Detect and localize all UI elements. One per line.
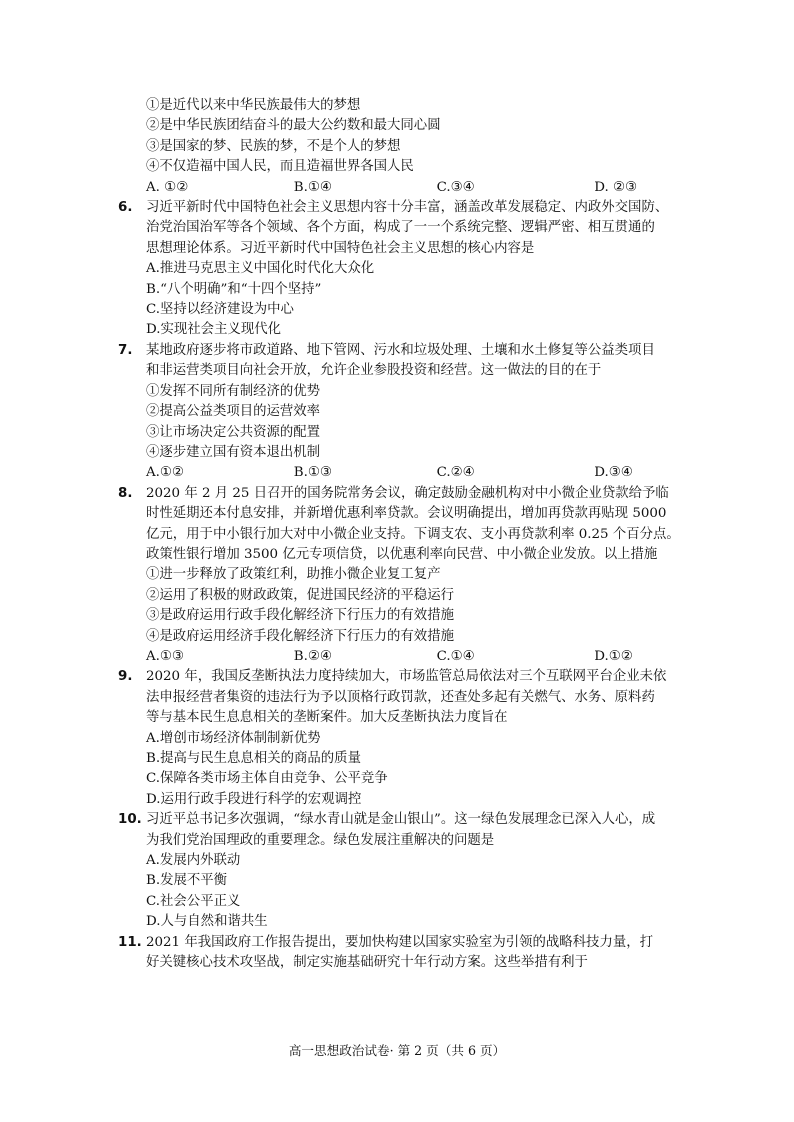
stem-line: 治党治国治军等各个领域、各个方面，构成了一一个系统完整、逻辑严密、相互贯通的: [146, 220, 655, 236]
question-10: [118, 810, 678, 932]
question-stem: [118, 810, 678, 851]
choice-b: B.①④: [293, 179, 332, 195]
stem-line: 亿元，用于中小银行加大对中小微企业支持。下调支农、支小再贷款利率 0.25 个百分点。: [146, 526, 680, 542]
option-c: C.保障各类市场主体自由竞争、公平竞争: [146, 771, 388, 787]
question-content: [118, 96, 678, 973]
stem-line: 政策性银行增加 3500 亿元专项信贷，以优惠利率向民营、中小微企业发放。以上措施: [146, 546, 658, 562]
statement: ③是国家的梦、民族的梦，不是个人的梦想: [146, 138, 401, 154]
choice-c: C.①④: [436, 648, 475, 664]
question-stem: [118, 933, 678, 974]
option-b: B.“八个明确”和“十四个坚持”: [146, 281, 322, 297]
question-9: [118, 667, 678, 810]
question-7: [118, 341, 678, 484]
statement: ①进一步释放了政策红利，助推小微企业复工复产: [146, 567, 441, 583]
choice-a: A.①③: [146, 648, 184, 664]
question-8: [118, 484, 678, 668]
option-a: A.推进马克思主义中国化时代化大众化: [146, 261, 375, 277]
question-6: [118, 198, 678, 341]
option-d: D.运用行政手段进行科学的宏观调控: [146, 791, 362, 807]
statement: ②是中华民族团结奋斗的最大公约数和最大同心圆: [146, 118, 441, 134]
option-c: C.社会公平正义: [146, 893, 241, 909]
stem-line: 时性延期还本付息安排，并新增优惠利率贷款。会议明确提出，增加再贷款再贴现 5000: [146, 506, 667, 522]
choice-d: D. ②③: [594, 179, 638, 195]
choice-a: A.①②: [146, 465, 184, 481]
stem-line: 2020 年，我国反垄断执法力度持续加大，市场监管总局依法对三个互联网平台企业未依: [146, 669, 667, 685]
question-stem: [118, 198, 678, 259]
answer-choices: [118, 647, 678, 667]
question-stem: [118, 341, 678, 382]
choice-b: B.①③: [293, 465, 332, 481]
page-footer: 高一思想政治试卷· 第 2 页（共 6 页）: [288, 1043, 506, 1058]
statement: ④是政府运用经济手段化解经济下行压力的有效措施: [146, 628, 454, 644]
choice-c: C.②④: [436, 465, 475, 481]
statement: ④不仅造福中国人民，而且造福世界各国人民: [146, 159, 414, 175]
choice-c: C.③④: [436, 179, 475, 195]
option-c: C.坚持以经济建设为中心: [146, 302, 294, 318]
stem-line: 习近平新时代中国特色社会主义思想内容十分丰富，涵盖改革发展稳定、内政外交国防、: [146, 200, 669, 216]
choice-d: D.③④: [594, 465, 633, 481]
stem-line: 法申报经营者集资的违法行为予以顶格行政罚款，还查处多起有关燃气、水务、原料药: [146, 689, 655, 705]
answer-choices: [118, 178, 678, 198]
option-a: A.增创市场经济体制制新优势: [146, 730, 321, 746]
stem-line: 思想理论体系。习近平新时代中国特色社会主义思想的核心内容是: [146, 240, 535, 256]
choice-a: A. ①②: [146, 179, 189, 195]
statement: ②提高公益类项目的运营效率: [146, 404, 321, 420]
statement: ①是近代以来中华民族最伟大的梦想: [146, 98, 361, 113]
statement: ④逐步建立国有资本退出机制: [146, 444, 321, 460]
option-b: B.发展不平衡: [146, 873, 228, 889]
question-number: 7.: [118, 342, 133, 358]
stem-line: 和非运营类项目向社会开放，允许企业参股投资和经营。这一做法的目的在于: [146, 363, 602, 379]
question-number: 8.: [118, 485, 133, 501]
statement: ③是政府运用行政手段化解经济下行压力的有效措施: [146, 608, 454, 624]
question-11: [118, 933, 678, 974]
option-d: D.实现社会主义现代化: [146, 322, 282, 338]
stem-line: 2020 年 2 月 25 日召开的国务院常务会议，确定鼓励金融机构对中小微企业贷款给予临: [146, 485, 669, 501]
stem-line: 2021 年我国政府工作报告提出，要加快构建以国家实验室为引领的战略科技力量，打: [146, 934, 654, 950]
option-a: A.发展内外联动: [146, 853, 241, 869]
choice-d: D.①②: [594, 648, 633, 664]
statement: ②运用了积极的财政政策，促进国民经济的平稳运行: [146, 587, 454, 603]
question-stem: [118, 484, 678, 566]
question-number: 11.: [118, 934, 142, 950]
stem-line: 某地政府逐步将市政道路、地下管网、污水和垃圾处理、土壤和水土修复等公益类项目: [146, 342, 655, 358]
question-number: 6.: [118, 200, 133, 216]
statement: ①发挥不同所有制经济的优势: [146, 383, 321, 399]
question-5-tail: [118, 96, 678, 198]
answer-choices: [118, 463, 678, 483]
stem-line: 为我们党治国理政的重要理念。绿色发展注重解决的问题是: [146, 832, 495, 848]
question-stem: [118, 667, 678, 728]
choice-b: B.②④: [293, 648, 332, 664]
stem-line: 等与基本民生息息相关的垄断案件。加大反垄断执法力度旨在: [146, 710, 508, 726]
question-number: 10.: [118, 812, 142, 828]
statement: ③让市场决定公共资源的配置: [146, 424, 321, 440]
stem-line: 习近平总书记多次强调，“绿水青山就是金山银山”。这一绿色发展理念已深入人心，成: [146, 812, 656, 828]
option-b: B.提高与民生息息相关的商品的质量: [146, 751, 361, 766]
stem-line: 好关键核心技术攻坚战，制定实施基础研究十年行动方案。这些举措有利于: [146, 955, 588, 971]
option-d: D.人与自然和谐共生: [146, 914, 268, 930]
question-number: 9.: [118, 669, 133, 685]
